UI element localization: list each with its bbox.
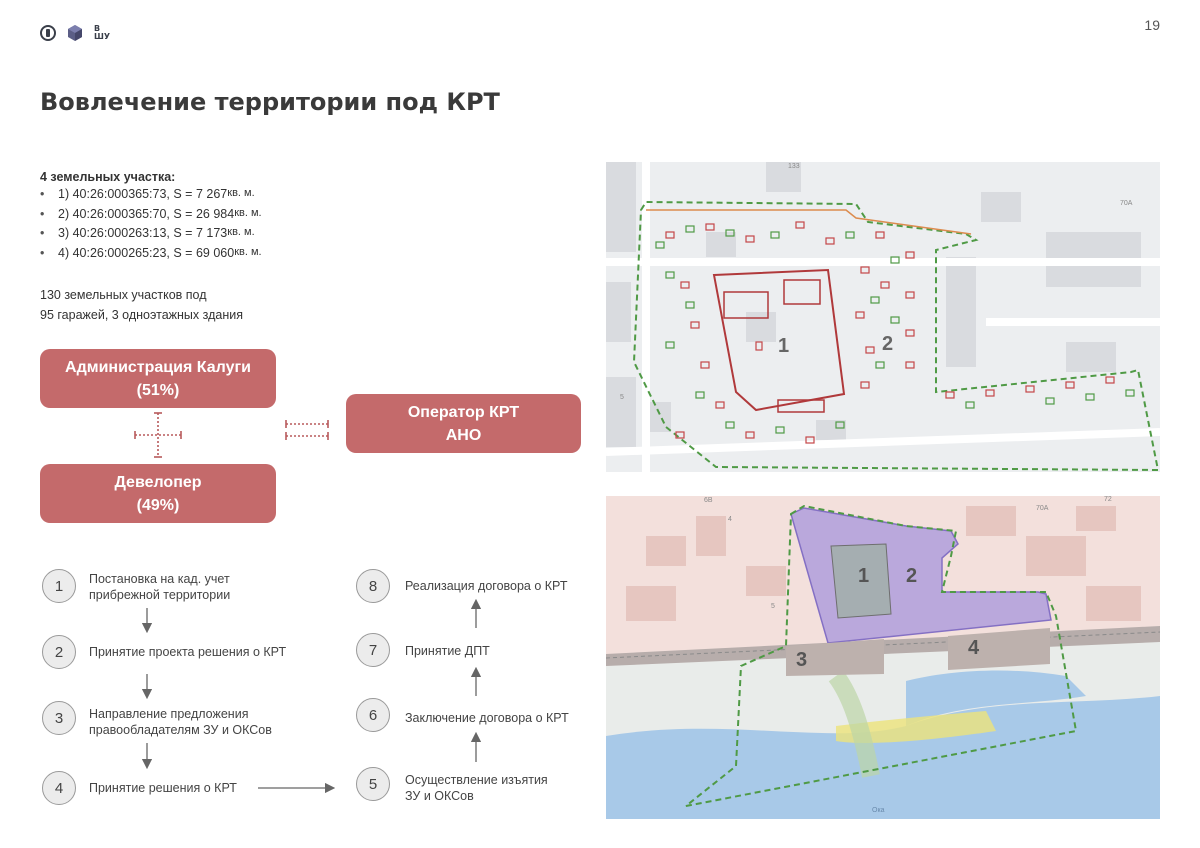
step-4-text: Принятие решения о КРТ — [89, 781, 237, 795]
page-number: 19 — [1144, 17, 1160, 33]
zoning-map — [606, 496, 1160, 819]
map-bottom-zone-3: 3 — [796, 649, 808, 671]
step-5-number: 5 — [356, 767, 390, 801]
map-bottom-addr-6b: 6В — [704, 497, 713, 504]
parcel-item: • 1) 40:26:000365:73, S = 7 267 кв. м. — [40, 187, 255, 201]
step-5-text: Осуществление изъятия ЗУ и ОКСов — [405, 773, 548, 803]
administration-box: Администрация Калуги (51%) — [40, 349, 276, 408]
vshu-logo: В ШУ — [94, 24, 111, 41]
step-6-number: 6 — [356, 698, 390, 732]
step-3-number: 3 — [42, 701, 76, 735]
parcel-item: • 3) 40:26:000263:13, S = 7 173 кв. м. — [40, 226, 255, 240]
step-6-text: Заключение договора о КРТ — [405, 711, 569, 725]
map-bottom-zone-4: 4 — [968, 637, 980, 659]
developer-box: Девелопер (49%) — [40, 464, 276, 523]
map-bottom-addr-5: 5 — [771, 603, 775, 610]
map-top-addr-133: 133 — [788, 163, 800, 170]
map-bottom-river-label: Ока — [872, 807, 885, 814]
step-1-text: Постановка на кад. учет прибрежной территории — [89, 572, 231, 602]
step-7-text: Принятие ДПТ — [405, 644, 490, 658]
parcel-item: • 2) 40:26:000365:70, S = 26 984 кв. м. — [40, 206, 262, 221]
map-top-zone-1: 1 — [778, 335, 790, 357]
page-title: Вовлечение территории под КРТ — [40, 88, 500, 116]
map-bottom-addr-70a: 70А — [1036, 505, 1049, 512]
map-bottom-zone-2: 2 — [906, 565, 918, 587]
map-bottom-zone-1: 1 — [858, 565, 870, 587]
parcels-heading: 4 земельных участка: — [40, 170, 176, 184]
step-4-number: 4 — [42, 771, 76, 805]
map-bottom-addr-72: 72 — [1104, 496, 1112, 503]
step-1-number: 1 — [42, 569, 76, 603]
step-7-number: 7 — [356, 633, 390, 667]
step-8-number: 8 — [356, 569, 390, 603]
step-3-text: Направление предложения правообладателям ЗУ и ОКСов — [89, 707, 272, 737]
map-top-addr-5: 5 — [620, 394, 624, 401]
garages-summary: 130 земельных участков под 95 гаражей, 3 одноэтажных здания — [40, 288, 243, 322]
map-top-addr-70a: 70А — [1120, 200, 1133, 207]
map-top-zone-2: 2 — [882, 333, 894, 355]
map-bottom-addr-4: 4 — [728, 516, 732, 523]
step-2-number: 2 — [42, 635, 76, 669]
operator-box: Оператор КРТ АНО — [346, 394, 581, 453]
step-8-text: Реализация договора о КРТ — [405, 579, 568, 593]
parcel-item: • 4) 40:26:000265:23, S = 69 060 кв. м. — [40, 245, 262, 260]
step-2-text: Принятие проекта решения о КРТ — [89, 645, 287, 659]
cadastral-map — [606, 162, 1160, 472]
